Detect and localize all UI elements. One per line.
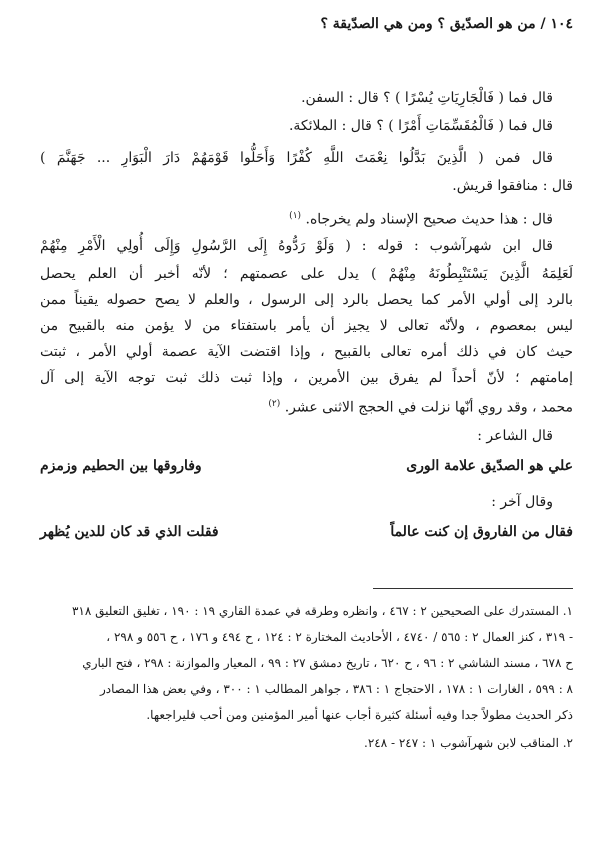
body-line-8: بالرد إلى أولي الأمر كما يحصل بالرد إلى الرسول ، والعلم لا يصح حصوله يقيناً ممن (40, 292, 573, 308)
body-line-12-text: محمد ، وقد روي أنّها نزلت في الحجج الاثنى عشر. (284, 399, 573, 416)
body-line-11: إمامتهم ؛ لأنّ أحداً لم يفرق بين الأمرين ، وإذا ثبت ذلك ثبت توجه الآية إلى آل (40, 370, 573, 386)
body-line-2: قال فما ( فَالْمُقَسِّمَاتِ أَمْرًا ) ؟ قال : الملائكة. (288, 118, 553, 134)
verse-1 (40, 456, 573, 476)
verse-2-left-hemistich: فقلت الذي قد كان للدين يُظهر (40, 524, 219, 540)
page-header: ١٠٤ / من هو الصدّيق ؟ ومن هي الصدّيقة ؟ (320, 16, 573, 32)
body-line-12 (40, 394, 573, 418)
verse-1-left-hemistich: وفاروقها بين الحطيم وزمزم (40, 458, 202, 474)
body-line-7: لَعَلِمَهُ الَّذِينَ يَسْتَنْبِطُونَهُ مِنْهُمْ ) يدل على عصمتهم ؛ لأنّه أخبر أن العلم يحصل (40, 266, 573, 282)
verse-1-right-hemistich: علي هو الصدّيق علامة الورى (406, 458, 573, 474)
body-line-3: قال فمن ( الَّذِينَ بَدَّلُوا نِعْمَتَ اللَّهِ كُفْرًا وَأَحَلُّوا قَوْمَهُمْ دَارَ الْبَوَارِ ... جَهَنَّمَ ) (40, 150, 553, 166)
body-line-4: قال : منافقوا قريش. (452, 178, 573, 194)
footnote-1-line-3: ح ٦٧٨ ، مسند الشاشي ٢ : ٩٦ ، ح ٦٢٠ ، تاريخ دمشق ٢٧ : ٩٩ ، المعيار والموازنة : ٢٩٨ ، فتح الباري (82, 656, 573, 670)
body-line-1: قال فما ( فَالْجَارِيَاتِ يُسْرًا ) ؟ قال : السفن. (301, 90, 553, 106)
footnote-1-line-2: - ٣١٩ ، كنز العمال ٢ : ٥٦٥ / ٤٧٤٠ ، الأحاديث المختارة ٢ : ١٢٤ ، ح ٤٩٤ و ١٧٦ ، ح ٥٥٦ و ٢٩٨ ، (106, 630, 573, 644)
footnote-ref-1: (١) (289, 211, 302, 221)
verse-2-right-hemistich: فقال من الفاروق إن كنت عالماً (390, 524, 573, 540)
hadith-grading: قال : هذا حديث صحيح الإسناد ولم يخرجاه. (305, 211, 553, 228)
footnote-1-line-4: ٨ : ٥٩٩ ، الغارات ١ : ١٧٨ ، الاحتجاج ١ : ٣٨٦ ، جواهر المطالب ١ : ٣٠٠ ، وفي بعض هذا المصادر (99, 682, 573, 696)
body-line-9: ليس بمعصوم ، ولأنّه تعالى لا يجيز أن يأمر باستفتاء من لا يؤمن منه بالقبيح من (40, 318, 573, 334)
footnote-1-line-5: ذكر الحديث مطولاً جدا وفيه أسئلة كثيرة أجاب عنها أمير المؤمنين ومن أحب فليراجعها. (146, 708, 573, 722)
poet2-label: وقال آخر : (491, 494, 553, 510)
body-line-10: حيث كان في ذلك أمره تعالى بالقبيح ، وإذا اقتضت الآية عصمة أولي الأمر ، ثبتت (40, 344, 573, 360)
footnote-1-line-1: ١. المستدرك على الصحيحين ٢ : ٤٦٧ ، وانظره وطرقه في عمدة القاري ١٩ : ١٩٠ ، تغليق التعليق ٣١٨ (71, 604, 573, 618)
body-line-5 (40, 206, 573, 230)
footnote-2: ٢. المناقب لابن شهرآشوب ١ : ٢٤٧ - ٢٤٨. (364, 736, 573, 750)
verse-2 (40, 522, 573, 542)
body-line-6: قال ابن شهرآشوب : قوله : ( وَلَوْ رَدُّوهُ إِلَى الرَّسُولِ وَإِلَى أُولِي الْأَمْرِ مِنْهُمْ (40, 238, 553, 254)
poet1-label: قال الشاعر : (477, 428, 553, 444)
footnote-separator (373, 588, 573, 589)
footnote-ref-2: (٢) (268, 399, 281, 409)
